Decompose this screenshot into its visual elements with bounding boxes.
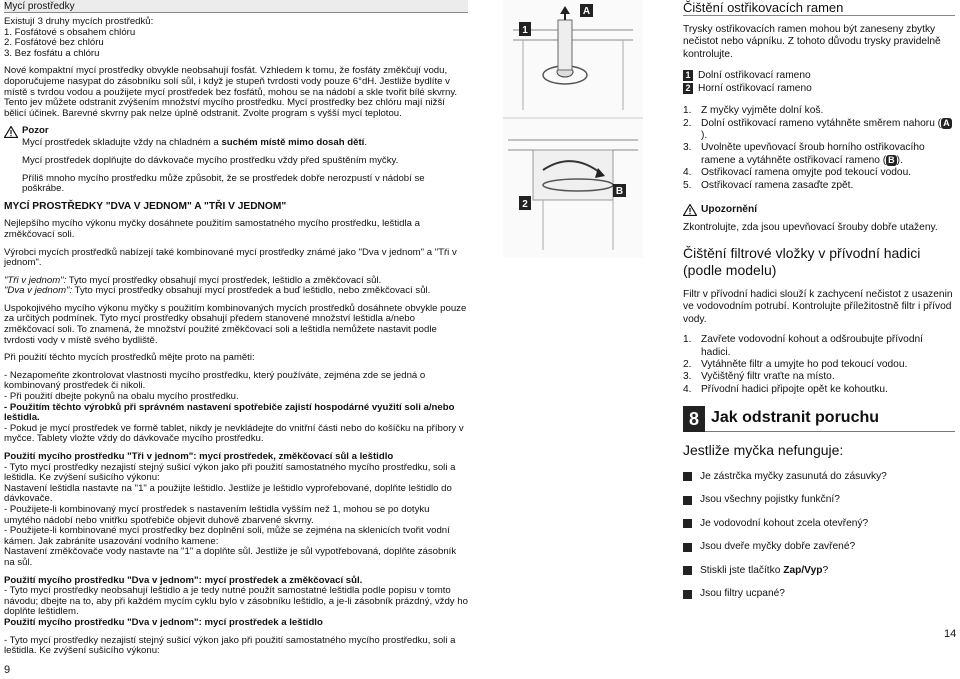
chapter-number: 8 [683, 406, 705, 432]
warning-title: Upozornění [701, 204, 758, 216]
paragraph: Nejlepšího mycího výkonu myčky dosáhnete použitím samostatného mycího prostředku, leštidla a změkčovací soli. [4, 218, 420, 240]
bullet: - Nezapomeňte zkontrolovat vlastnosti mycího prostředku, který používáte, zejména zde se jedná o kombinovaný prostředek či nikoli. [4, 369, 426, 392]
intro-line: 3. Bez fosfátu a chlóru [4, 47, 100, 59]
figure-label-a: A [582, 6, 591, 17]
legend-number: 2 [683, 83, 693, 94]
question-text: Je vodovodní kohout zcela otevřený? [700, 517, 869, 529]
section-heading: MYCÍ PROSTŘEDKY "DVA V JEDNOM" A "TŘI V JEDNOM" [4, 200, 287, 212]
step [683, 334, 955, 359]
steps-list [683, 334, 955, 396]
warning-block [683, 204, 955, 216]
paragraph: Výrobci mycích prostředků nabízejí také kombinované mycí prostředky známé jako "Dva v jednom" a "Tři v jednom". [4, 246, 457, 269]
subsection [4, 452, 468, 569]
text: Stiskli jste tlačítko [700, 564, 784, 576]
steps-list [683, 105, 955, 192]
text-italic: "Dva v jednom": [4, 285, 73, 297]
chapter-title: Jak odstranit poruchu [711, 409, 880, 427]
question-item [683, 583, 955, 607]
step-number: 4. [683, 383, 692, 395]
text: - Použijete-li kombinované mycí prostředky bez doplnění soli, může se zejména na sklenicích tvořit vodní kámen. Jak zabráníte usazování vodního kamene: [4, 525, 450, 547]
step-text: Zavřete vodovodní kohout a odšroubujte přívodní hadici. [701, 334, 924, 358]
step-text: Ostřikovací ramena omyjte pod tekoucí vodou. [701, 167, 912, 179]
intro-line: Existují 3 druhy mycích prostředků: [4, 16, 154, 27]
warning-icon [4, 126, 18, 138]
text: . [364, 137, 367, 149]
question-item [683, 536, 955, 560]
paragraph: Uspokojivého mycího výkonu myčky s použitím kombinovaných mycích prostředků dosáhnete obvykle pouze za určitých podmínek. Tyto mycí prostředky obsahují předem stanovené množství leštidla a/nebo změkčovací soli. To znamená, že množství použité změkčovací soli a leštidla nemůžete nastavit podle tvrdosti vody v místě svého bydliště. [4, 302, 467, 346]
step [683, 371, 955, 383]
bullet: - Při použití dbejte pokynů na obalu mycího prostředku. [4, 391, 239, 403]
question-text: Jsou filtry ucpané? [700, 588, 785, 600]
page-number-left: 9 [4, 664, 11, 676]
warning-text: Zkontrolujte, zda jsou upevňovací šrouby dobře utaženy. [683, 222, 938, 234]
subtitle: Jestliže myčka nefunguje: [683, 442, 844, 459]
legend-item [683, 69, 955, 82]
question-text [700, 565, 828, 577]
legend-text: Horní ostřikovací rameno [698, 83, 812, 95]
step-text: Z myčky vyjměte dolní koš. [701, 105, 824, 117]
paragraph: Trysky ostřikovacích ramen mohou být zaneseny zbytky nečistot nebo vápníku. Z tohoto důvodu trysky pravidelně kontrolujte. [683, 24, 941, 60]
step-number: 5. [683, 179, 692, 191]
step-number: 1. [683, 105, 692, 117]
paragraph: Při použití těchto mycích prostředků mějte proto na paměti: [4, 352, 255, 364]
question-item [683, 512, 955, 536]
bullet-list [4, 371, 468, 445]
step [683, 180, 955, 192]
step [683, 105, 955, 117]
figure-label-1: 1 [522, 25, 528, 36]
warning-icon [683, 204, 697, 216]
text: ? [822, 564, 829, 576]
badge-b: B [888, 154, 895, 165]
step-number: 3. [683, 142, 692, 154]
question-text: Jsou dveře myčky dobře zavřené? [700, 541, 856, 553]
section-title: Čištění filtrové vložky v přívodní hadici (podle modelu) [683, 244, 921, 278]
text: Nastavení změkčovače vody nastavte na "1" a doplňte sůl. Jestliže je sůl vypotřebovaná, doplňte zásobník na sůl. [4, 546, 457, 568]
step [683, 384, 955, 396]
warning-text [22, 138, 468, 149]
text: ). [701, 130, 708, 142]
intro-line: 1. Fosfátové s obsahem chlóru [4, 26, 136, 38]
bullet-square [683, 472, 692, 481]
text: - Tyto mycí prostředky nezajistí stejný sušicí výkon jako při použití samostatného mycího prostředku, soli a leštidla. Ke zvýšení sušicího výkonu: [4, 634, 456, 657]
warning-title: Pozor [22, 125, 49, 137]
step-number: 1. [683, 334, 692, 346]
page-number-right: 14 [944, 628, 957, 640]
warning-text: Příliš mnoho mycího prostředku může způsobit, že se prostředek dobře nerozpustí v nádobí se poškrábe. [22, 172, 425, 195]
paragraph: Filtr v přívodní hadici slouží k zachycení nečistot z usazenin ve vodovodním potrubí. Kontrolujte příležitostně filtr i přívod vody. [683, 288, 953, 325]
section-title: Čištění ostřikovacích ramen [683, 0, 955, 16]
figure-label-b: B [615, 186, 624, 197]
question-list [683, 465, 955, 606]
text: Tyto mycí prostředky obsahují mycí prostředek, leštidlo a změkčovací sůl. [66, 274, 382, 286]
step-text: Vytáhněte filtr a umyjte ho pod tekoucí vodou. [701, 358, 908, 370]
left-column [4, 0, 468, 657]
text: Tyto mycí prostředky obsahují mycí prostředek a buď leštidlo, nebo změkčovací sůl. [72, 285, 431, 297]
subsection-heading: Použití mycího prostředku "Dva v jednom": mycí prostředek a změkčovací sůl. [4, 574, 363, 586]
subsection-heading: Použití mycího prostředku "Dva v jednom": mycí prostředek a leštidlo [4, 616, 323, 628]
badge-a: A [943, 117, 950, 128]
text: - Tyto mycí prostředky neobsahují leštidlo a je tedy nutné použít samostatné leštidla podle popisu v tomto návodu; dbejte na to, aby při každém mycím cyklu bylo v zásobníku leštidlo, a je-li zásobník prázdný, vždy ho doplňte leštidlem. [4, 585, 468, 618]
bullet: - Pokud je mycí prostředek ve formě tablet, nikdy je nevkládejte do vnitřní části nebo do košíčku na příbory v myčce. Tablety vložte vždy do dávkovače mycího prostředku. [4, 422, 464, 445]
text: Nastavení leštidla nastavte na "1" a použijte leštidlo. Jestliže je leštidlo vyprořebované, doplňte leštidlo do dávkovače. [4, 482, 452, 505]
section-header: Mycí prostředky [4, 0, 468, 13]
text-bold: Zap/Vyp [783, 564, 823, 576]
legend-item [683, 82, 955, 95]
warning-text: Mycí prostředek doplňujte do dávkovače mycího prostředku vždy před spuštěním myčky. [22, 154, 399, 166]
text: - Tyto mycí prostředky nezajistí stejný sušicí výkon jako při použití samostatného mycího prostředku, soli a leštidla. Ke zvýšení sušicího výkonu: [4, 461, 456, 484]
bullet-square [683, 543, 692, 552]
right-column [683, 0, 955, 606]
chapter-header [683, 406, 955, 432]
question-text: Je zástrčka myčky zasunutá do zásuvky? [700, 470, 887, 482]
question-item [683, 559, 955, 583]
step-number: 3. [683, 371, 692, 383]
step-text [701, 142, 955, 167]
step-text: Ostřikovací ramena zasaďte zpět. [701, 179, 854, 191]
step-number: 4. [683, 167, 692, 179]
subsection [4, 576, 468, 629]
legend-text: Dolní ostřikovací rameno [698, 70, 811, 82]
intro-list [4, 17, 468, 59]
step [683, 167, 955, 179]
spray-arm-figure [503, 0, 643, 258]
step-text: Přívodní hadici připojte opět ke kohoutku. [701, 383, 888, 395]
text-italic: "Tři v jednom": [4, 274, 67, 286]
question-item [683, 489, 955, 513]
text: Dolní ostřikovací rameno vytáhněte směrem nahoru ( [701, 117, 942, 129]
bullet-square [683, 496, 692, 505]
paragraph [4, 276, 468, 297]
bullet-square [683, 566, 692, 575]
bullet: - Použitím těchto výrobků při správném nastavení spotřebiče zajistí hospodárné využití soli a/nebo leštidla. [4, 401, 455, 424]
step [683, 118, 955, 143]
dishwasher-illustration [503, 0, 643, 258]
legend-number: 1 [683, 70, 693, 81]
text-bold: suchém místě mimo dosah dětí [221, 137, 365, 149]
bullet-square [683, 590, 692, 599]
legend [683, 69, 955, 95]
step [683, 142, 955, 167]
text: Uvolněte upevňovací šroub horního ostřikovacího ramene a vytáhněte ostřikovací rameno ( [701, 142, 925, 166]
question-item [683, 465, 955, 489]
question-text: Jsou všechny pojistky funkční? [700, 494, 840, 506]
intro-line: 2. Fosfátové bez chlóru [4, 37, 104, 49]
bullet-square [683, 519, 692, 528]
text: Mycí prostředek skladujte vždy na chladném a [22, 137, 222, 149]
step [683, 359, 955, 371]
paragraph: Nové kompaktní mycí prostředky obvykle neobsahují fosfát. Vzhledem k tomu, že fosfáty změkčují vodu, doporučujeme nasypat do zásobníku solí sůl, i když je stupeň tvrdosti vody pouze 6°dH. Jestliže bydlíte v místě s tvrdou vodou a použijete mycí prostředek bez fosfátů, mohou se na nádobí a skle tvořit bílé skvrny. Tento jev můžete odstranit zvýšením množství mycího prostředku. Mycí prostředky bez chlóru mají nižší bělicí účinek. Barevné skvrny pak nelze úplně odstranit. Zvolte program s vyšší mycí teplotou. [4, 65, 458, 119]
step-text [701, 118, 955, 143]
text: ). [896, 154, 903, 166]
step-number: 2. [683, 117, 692, 129]
subsection-heading: Použití mycího prostředku "Tři v jednom": mycí prostředek, změkčovací sůl a leštidlo [4, 451, 394, 462]
step-text: Vyčištěný filtr vraťte na místo. [701, 371, 835, 383]
step-number: 2. [683, 358, 692, 370]
text: - Použijete-li kombinovaný mycí prostředek s nastavením leštidla vyšším než 1, mohou se po dotyku umytého nádobí nebo vnitřku spotřebiče objevit duhově zbarvené skvrny. [4, 503, 430, 526]
figure-label-2: 2 [522, 199, 528, 210]
